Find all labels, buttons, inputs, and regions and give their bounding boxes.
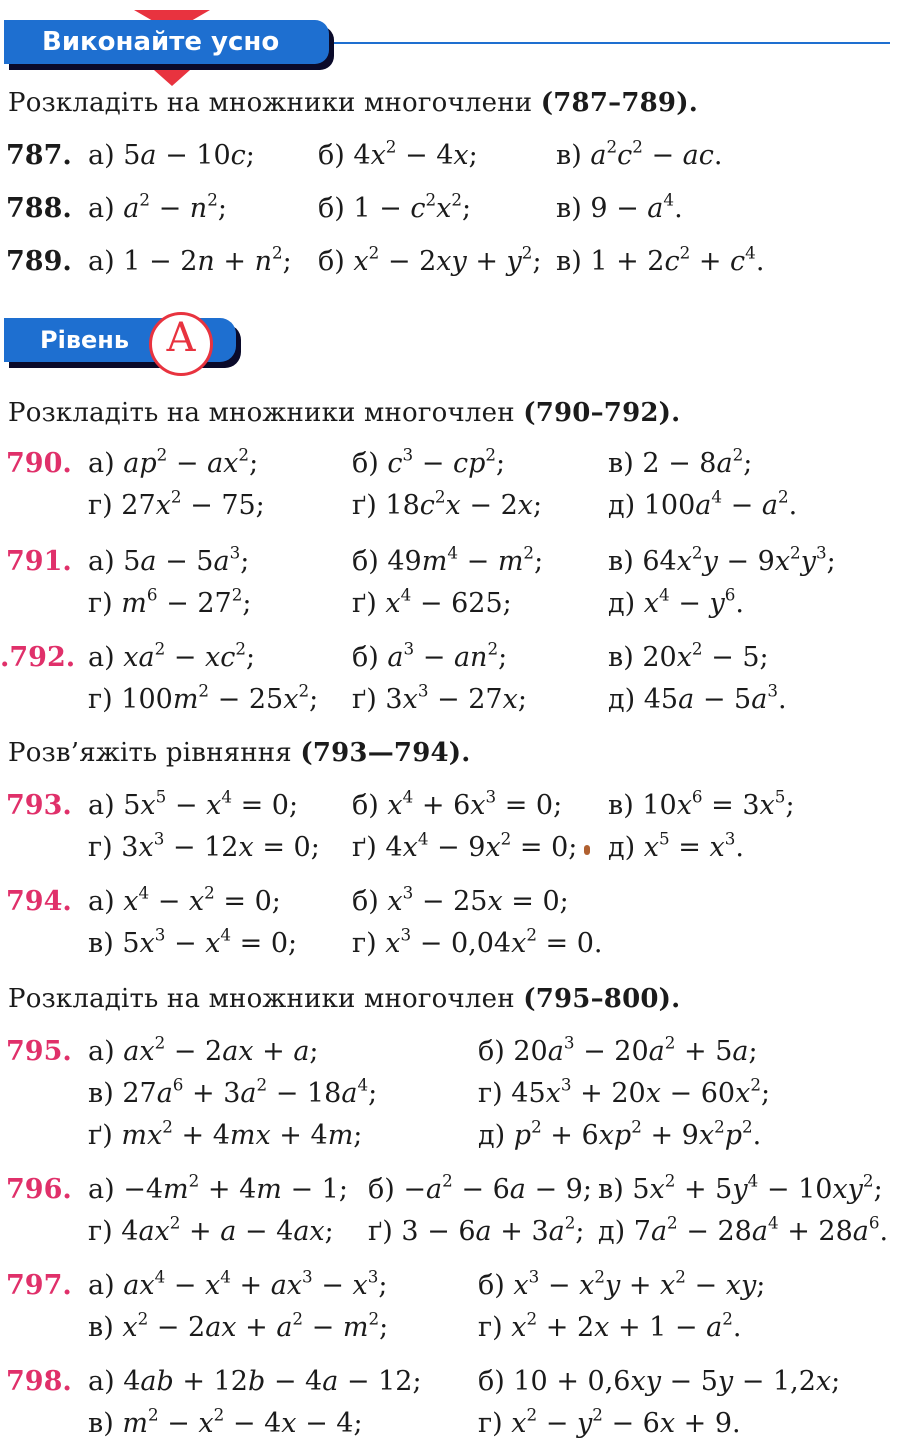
- task-d: д) $x^5 = x^3$.: [608, 828, 744, 863]
- task-b: б) $4x^2 - 4x$;: [318, 136, 478, 171]
- task-d: д) $100a^4 - a^2$.: [608, 486, 798, 521]
- task-h: г) $4ax^2 + a - 4ax$;: [88, 1212, 334, 1247]
- task-b: б) $x^2 - 2xy + y^2$;: [318, 242, 542, 277]
- task-v: в) $a^2c^2$ − ac.: [556, 136, 723, 171]
- exercise-number: 798.: [6, 1366, 72, 1397]
- task-a: $а) -4m^2 + 4m - 1$;: [88, 1170, 348, 1205]
- task-g: ґ) $3x^3 - 27x$;: [352, 680, 527, 715]
- task-a: а) $5x^5 - x^4 = 0$;: [88, 786, 299, 821]
- ink-spot: [584, 845, 590, 855]
- task-h: г) $45x^3 + 20x - 60x^2$;: [478, 1074, 771, 1109]
- task-a: а) $ap^2 - ax^2$;: [88, 444, 259, 479]
- task-b: б) $c^3 - cp^2$;: [352, 444, 506, 479]
- level-letter: А: [149, 312, 213, 376]
- exercise-number: 795.: [6, 1036, 72, 1067]
- task-h: г) $3x^3 - 12x = 0$;: [88, 828, 320, 863]
- header-pill: [4, 20, 329, 64]
- level-a-badge: [4, 308, 264, 372]
- task-b: б) $49m^4 - m^2$;: [352, 542, 544, 577]
- task-v: в) $m^2 - x^2 - 4x - 4$;: [88, 1404, 363, 1439]
- exercise-number: 796.: [6, 1174, 72, 1205]
- task-a: а) $ax^2 - 2ax + a$;: [88, 1032, 319, 1067]
- task-g: ґ) $mx^2 + 4mx + 4m$;: [88, 1116, 363, 1151]
- task-h: г) $100m^2 - 25x^2$;: [88, 680, 319, 715]
- task-a: а) $1 - 2n + n^2$;: [88, 242, 292, 277]
- exercise-number: 789.: [6, 246, 72, 277]
- exercise-number: 797.: [6, 1270, 72, 1301]
- exercise-number: 794.: [6, 886, 72, 917]
- task-d: д) $7a^2 - 28a^4 + 28a^6$.: [598, 1212, 889, 1247]
- section4-intro: Розкладіть на множники многочлен (795–800).: [8, 984, 681, 1014]
- header-rule: [334, 42, 890, 44]
- task-h: г) $m^6 - 27^2$;: [88, 584, 252, 619]
- task-v: в) $5x^2 + 5y^4 - 10xy^2$;: [598, 1170, 883, 1205]
- task-a: а) $a^2 - n^2$;: [88, 189, 227, 224]
- task-v: в) $9 - a^4$.: [556, 189, 683, 224]
- header-red-triangle-bottom: [154, 70, 190, 86]
- task-h: г) $x^3 - 0,04x^2 = 0$.: [352, 924, 603, 959]
- section2-intro: Розкладіть на множники многочлен (790–792).: [8, 398, 681, 428]
- task-v: в) $x^2 - 2ax + a^2 - m^2$;: [88, 1308, 389, 1343]
- task-d: д) $45a - 5a^3$.: [608, 680, 787, 715]
- task-a: а) $ax^4 - x^4 + ax^3 - x^3$;: [88, 1266, 388, 1301]
- task-b: б) $a^3 - an^2$;: [352, 638, 508, 673]
- task-b: $б) -a^2 - 6a - 9$;: [368, 1170, 592, 1205]
- task-b: б) $x^3 - x^2y + x^2$ − xy;: [478, 1266, 766, 1301]
- task-b: б) 10 + 0,6xy − 5y − 1,2x;: [478, 1366, 841, 1397]
- task-d: д) $p^2 + 6xp^2 + 9x^2p^2$.: [478, 1116, 762, 1151]
- task-h: г) $x^2 - y^2 - 6x + 9$.: [478, 1404, 741, 1439]
- task-d: д) $x^4 - y^6$.: [608, 584, 744, 619]
- task-b: б) $x^4 + 6x^3 = 0$;: [352, 786, 563, 821]
- exercise-number: 793.: [6, 790, 72, 821]
- task-a: а) 5a − 10c;: [88, 140, 255, 171]
- section1-intro: Розкладіть на множники многочлени (787–789).: [8, 88, 698, 118]
- exercise-number: .792.: [0, 642, 76, 673]
- task-h: г) $x^2 + 2x + 1 - a^2$.: [478, 1308, 742, 1343]
- task-b: б) $20a^3 - 20a^2 + 5a$;: [478, 1032, 758, 1067]
- task-b: б) $x^3 - 25x = 0$;: [352, 882, 569, 917]
- task-g: ґ) $3 - 6a + 3a^2$;: [368, 1212, 585, 1247]
- task-g: ґ) $x^4 - 625$;: [352, 584, 512, 619]
- header-title: Виконайте усно: [42, 27, 280, 57]
- task-v: в) $2 - 8a^2$;: [608, 444, 753, 479]
- task-v: в) $64x^2y - 9x^2y^3$;: [608, 542, 836, 577]
- task-h: г) $27x^2 - 75$;: [88, 486, 265, 521]
- task-v: в) $5x^3 - x^4 = 0$;: [88, 924, 298, 959]
- task-v: в) $20x^2 - 5$;: [608, 638, 769, 673]
- oral-exercises-header: [4, 16, 894, 86]
- task-b: б) $1 - c^2x^2$;: [318, 189, 472, 224]
- exercise-number: 790.: [6, 448, 72, 479]
- task-a: а) $5a - 5a^3$;: [88, 542, 250, 577]
- section3-intro: Розв’яжіть рівняння (793—794).: [8, 738, 471, 768]
- task-v: в) $27a^6 + 3a^2 - 18a^4$;: [88, 1074, 378, 1109]
- exercise-number: 791.: [6, 546, 72, 577]
- exercise-number: 788.: [6, 193, 72, 224]
- task-a: а) $x^4 - x^2 = 0$;: [88, 882, 281, 917]
- task-a: а) $xa^2 - xc^2$;: [88, 638, 256, 673]
- task-a: а) 4ab + 12b − 4a − 12;: [88, 1366, 422, 1397]
- exercise-number: 787.: [6, 140, 72, 171]
- task-v: в) $10x^6 = 3x^5$;: [608, 786, 795, 821]
- level-label: Рівень: [40, 326, 130, 354]
- task-g: ґ) $18c^2x - 2x$;: [352, 486, 543, 521]
- task-g: ґ) $4x^4 - 9x^2 = 0$;: [352, 828, 578, 863]
- task-v: в) $1 + 2c^2 + c^4$.: [556, 242, 765, 277]
